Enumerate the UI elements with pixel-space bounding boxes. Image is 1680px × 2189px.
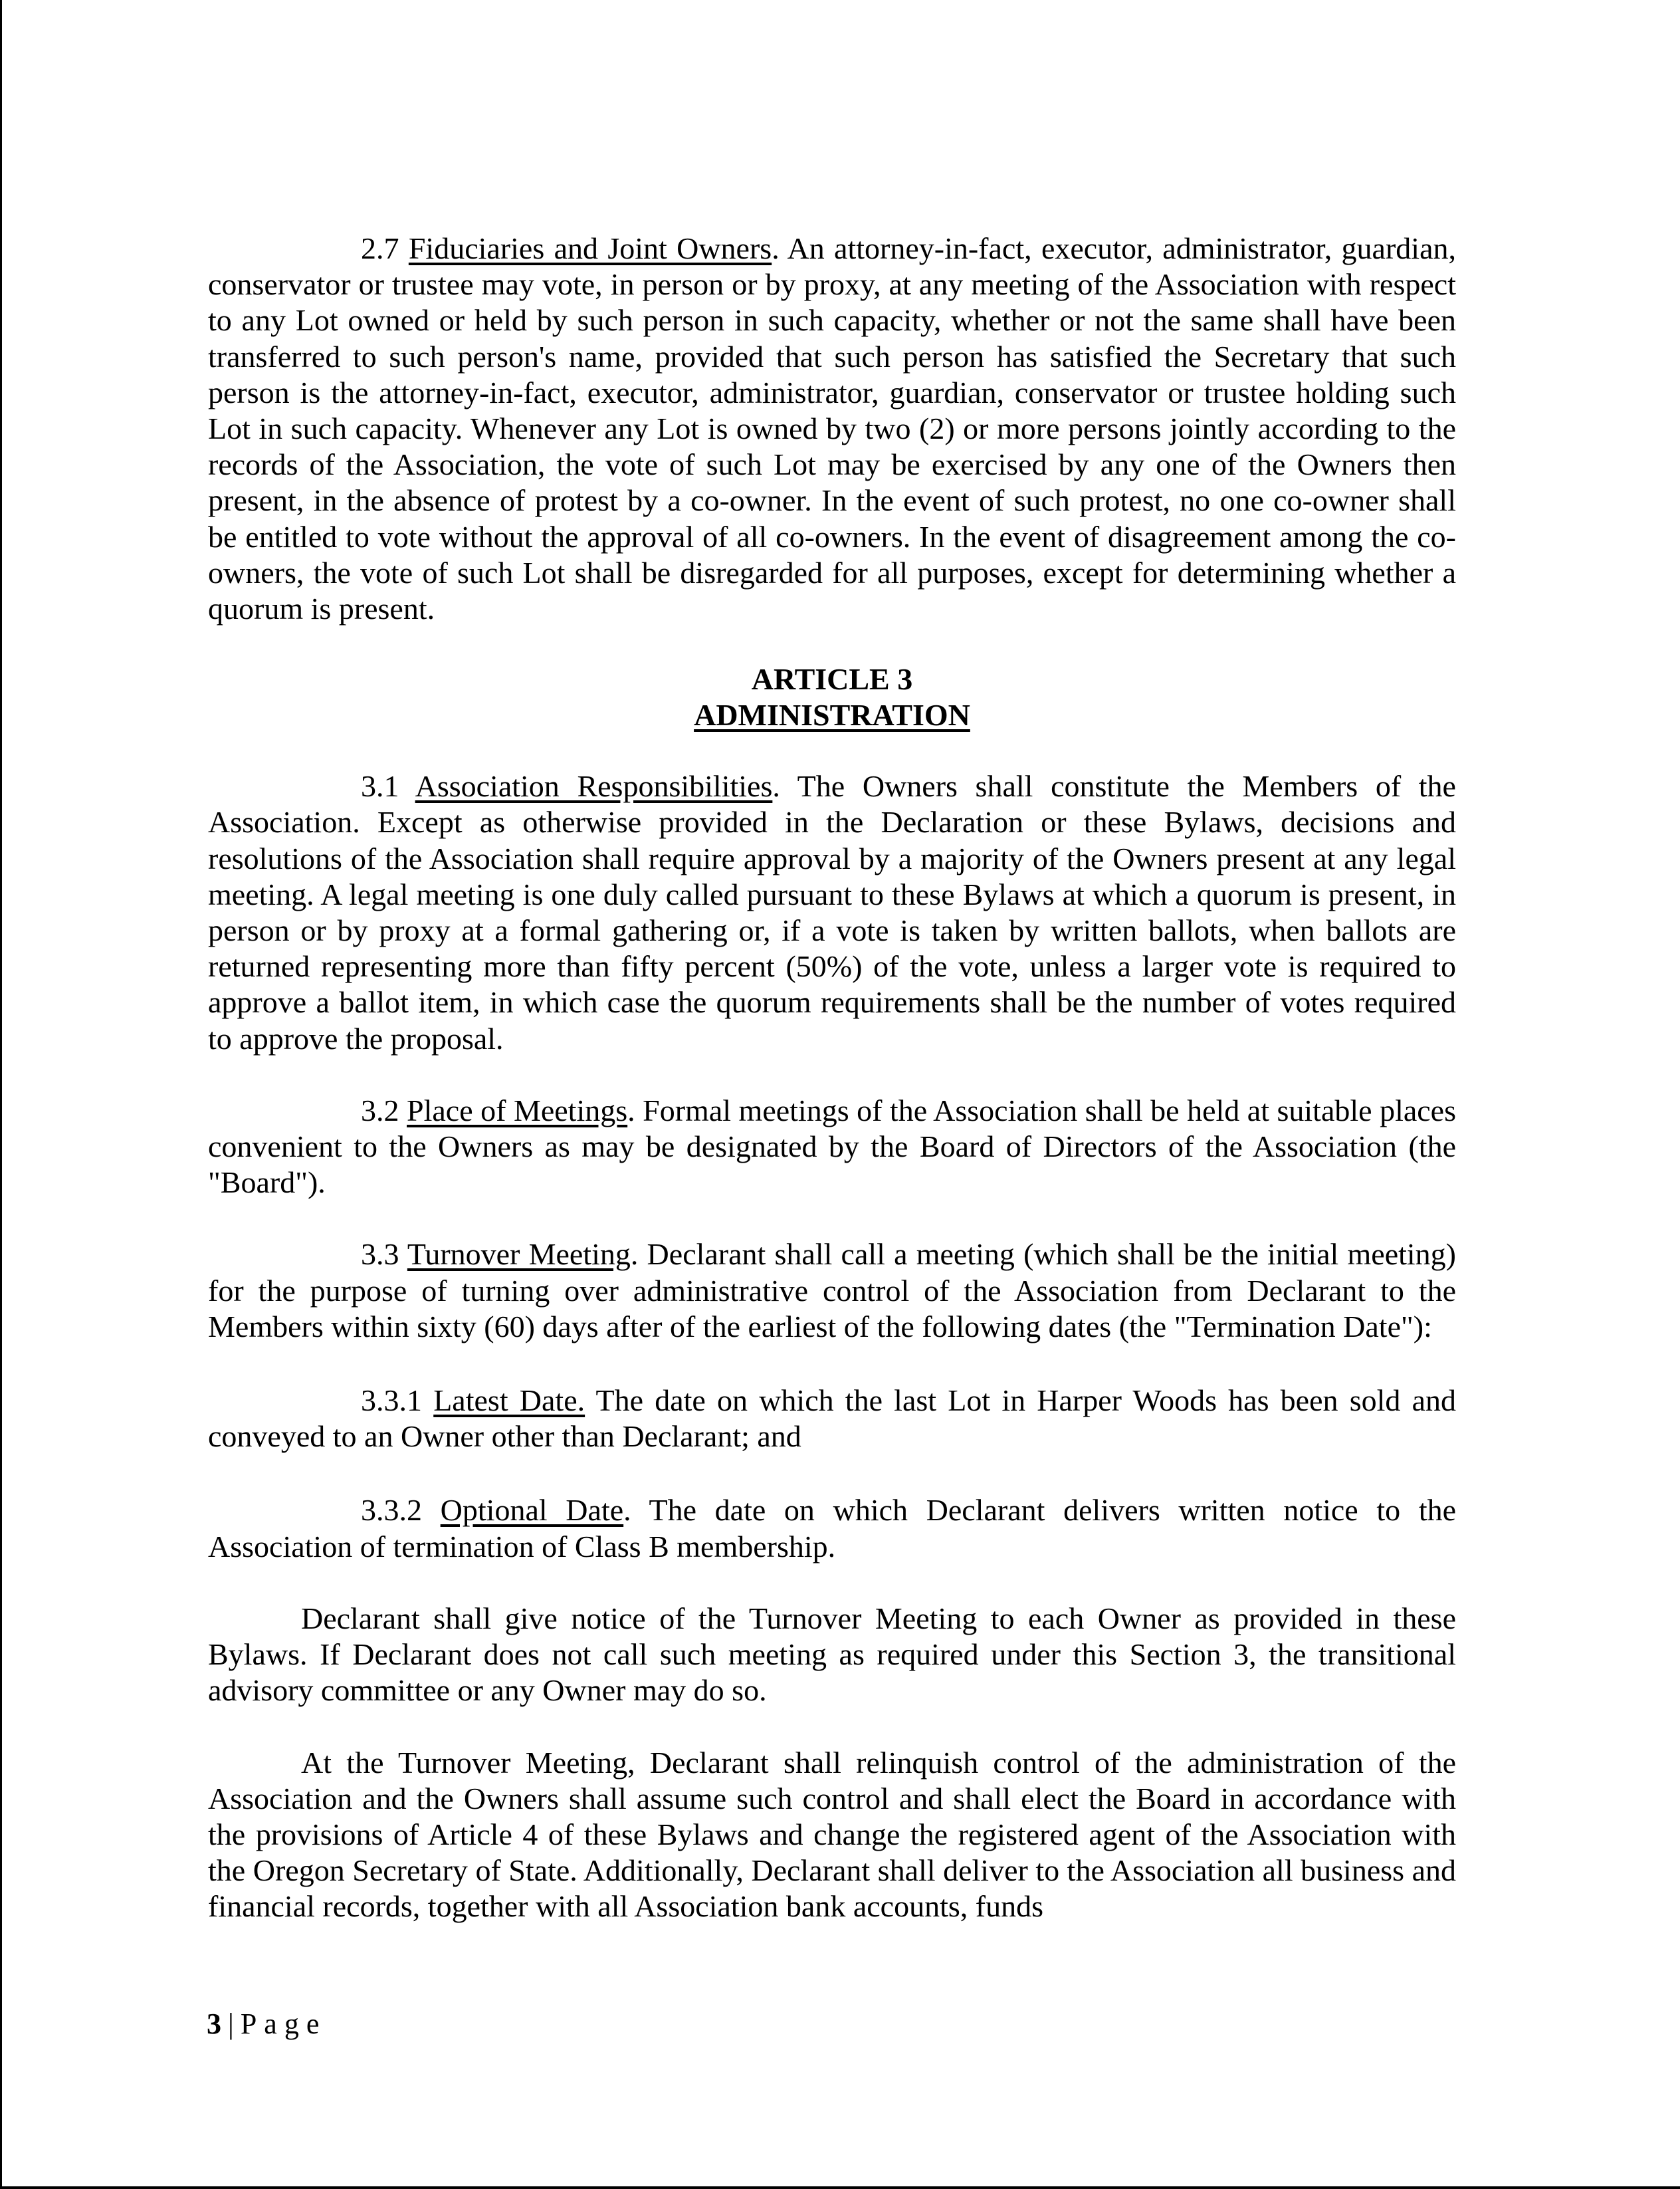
scan-border-bottom — [0, 2186, 1680, 2189]
turnover-paragraph: At the Turnover Meeting, Declarant shall relinquish control of the administration of the Association and the Owners shall assume such control and shall elect the Board in accordance with the provisions of Article 4 of these Bylaws and change the registered agent of the Association with the Oregon Secretary of State. Additionally, Declarant shall deliver to the Association all business and financial records, together with all Association bank accounts, funds — [208, 1745, 1456, 1924]
page-footer — [207, 2006, 326, 2042]
section-3-1-paragraph — [208, 768, 1456, 1057]
section-3-2-paragraph — [208, 1093, 1456, 1201]
notice-paragraph: Declarant shall give notice of the Turnover Meeting to each Owner as provided in these Bylaws. If Declarant does not call such meeting as required under this Section 3, the transitional advisory committee or any Owner may do so. — [208, 1601, 1456, 1708]
section-3-3-number: 3.3 — [361, 1237, 399, 1272]
section-3-3-2-number: 3.3.2 — [361, 1493, 422, 1528]
section-2-7-title: Fiduciaries and Joint Owners — [408, 231, 772, 265]
section-3-2-text: . Formal meetings of the Association shall be held at suitable places convenient to the Owners as may be designated by the Board of Directors of the Association (the "Board"). — [208, 1093, 1456, 1200]
section-3-3-paragraph — [208, 1236, 1456, 1345]
section-3-3-1-paragraph — [208, 1383, 1456, 1454]
section-3-3-2-text: . The date on which Declarant delivers written notice to the Association of termination of Class B membership. — [208, 1493, 1457, 1563]
scan-border-left — [0, 0, 2, 2189]
footer-separator: | — [228, 2008, 234, 2040]
section-3-3-title: Turnover Meeting — [407, 1237, 631, 1272]
section-3-3-1-text: The date on which the last Lot in Harper Woods has been sold and conveyed to an Owner other than Declarant; and — [208, 1383, 1457, 1454]
section-3-2-title: Place of Meetings — [407, 1093, 628, 1127]
section-3-3-2-title: Optional Date — [440, 1493, 624, 1528]
page-number: 3 — [207, 2008, 221, 2040]
section-3-3-1-number: 3.3.1 — [361, 1383, 422, 1418]
article-heading — [208, 661, 1456, 733]
section-3-1-number: 3.1 — [361, 769, 399, 804]
article-title: ADMINISTRATION — [694, 698, 970, 733]
section-2-7-number: 2.7 — [361, 231, 399, 265]
section-3-1-text: . The Owners shall constitute the Members of the Association. Except as otherwise provided in the Declaration or these Bylaws, decisions and resolutions of the Association shall require approval by a majority of the Owners present at any legal meeting. A legal meeting is one duly called pursuant to these Bylaws at which a quorum is present, in person or by proxy at a formal gathering or, if a vote is taken by written ballots, when ballots are returned representing more than fifty percent (50%) of the vote, unless a larger vote is required to approve a ballot item, in which case the quorum requirements shall be the number of votes required to approve the proposal. — [208, 769, 1456, 1056]
section-3-3-1-title: Latest Date. — [433, 1383, 585, 1418]
document-body — [208, 231, 1456, 1925]
section-3-3-text: . Declarant shall call a meeting (which shall be the initial meeting) for the purpose of turning over administrative control of the Association from Declarant to the Members within sixty (60) days after of the earliest of the following dates (the "Termination Date"): — [208, 1237, 1457, 1343]
page-word: Page — [240, 2008, 327, 2040]
article-number: ARTICLE 3 — [751, 662, 913, 697]
section-2-7-paragraph — [208, 231, 1456, 627]
section-3-3-2-paragraph — [208, 1492, 1456, 1564]
section-2-7-text: . An attorney-in-fact, executor, administrator, guardian, conservator or trustee may vote, in person or by proxy, at any meeting of the Association with respect to any Lot owned or held by such person in such capacity, whether or not the same shall have been transferred to such person's name, provided that such person has satisfied the Secretary that such person is the attorney-in-fact, executor, administrator, guardian, conservator or trustee holding such Lot in such capacity. Whenever any Lot is owned by two (2) or more persons jointly according to the records of the Association, the vote of such Lot may be exercised by any one of the Owners then present, in the absence of protest by a co-owner. In the event of such protest, no one co-owner shall be entitled to vote without the approval of all co-owners. In the event of disagreement among the co-owners, the vote of such Lot shall be disregarded for all purposes, except for determining whether a quorum is present. — [208, 231, 1456, 626]
section-3-2-number: 3.2 — [361, 1093, 399, 1127]
section-3-1-title: Association Responsibilities — [415, 769, 773, 804]
